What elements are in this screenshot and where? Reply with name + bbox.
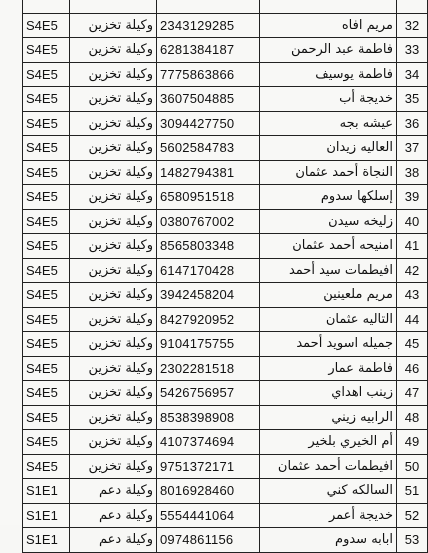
person-name-cell: أم الخيري بلخير	[260, 430, 397, 455]
phone-number-cell: 8016928460	[157, 479, 260, 504]
table-row	[23, 356, 428, 381]
table-row	[23, 430, 428, 455]
table-row	[23, 111, 428, 136]
zone-code-cell: S4E5	[23, 356, 70, 381]
zone-code-cell: S4E5	[23, 381, 70, 406]
table-row	[23, 332, 428, 357]
zone-code-cell: S4E5	[23, 13, 70, 38]
zone-code-cell: S4E5	[23, 234, 70, 259]
phone-number-cell: 5426756957	[157, 381, 260, 406]
phone-number-cell: 4107374694	[157, 430, 260, 455]
role-cell: وكيلة تخزين	[70, 405, 157, 430]
table-row	[23, 136, 428, 161]
row-number-cell: 32	[397, 13, 428, 38]
role-cell: وكيلة تخزين	[70, 38, 157, 63]
zone-code-cell: S4E5	[23, 111, 70, 136]
person-name-cell: النجاة أحمد عثمان	[260, 160, 397, 185]
row-number-cell: 48	[397, 405, 428, 430]
phone-number-cell: 1482794381	[157, 160, 260, 185]
role-cell: وكيلة تخزين	[70, 307, 157, 332]
row-number-cell: 50	[397, 454, 428, 479]
row-number-cell: 43	[397, 283, 428, 308]
zone-code-cell: S4E5	[23, 307, 70, 332]
person-name-cell: افيطمات أحمد عثمان	[260, 454, 397, 479]
zone-code-cell: S4E5	[23, 136, 70, 161]
role-cell: وكيلة تخزين	[70, 234, 157, 259]
row-number-cell: 41	[397, 234, 428, 259]
zone-code-cell: S4E5	[23, 258, 70, 283]
row-number-cell: 52	[397, 503, 428, 528]
role-cell: وكيلة تخزين	[70, 185, 157, 210]
role-cell: وكيلة تخزين	[70, 209, 157, 234]
phone-number-cell: 5602584783	[157, 136, 260, 161]
person-name-cell: خديجة أب	[260, 87, 397, 112]
role-cell: وكيلة تخزين	[70, 62, 157, 87]
phone-number-cell	[157, 0, 260, 13]
role-cell: وكيلة تخزين	[70, 160, 157, 185]
zone-code-cell: S4E5	[23, 160, 70, 185]
person-name-cell: افيطمات سيد أحمد	[260, 258, 397, 283]
table-row	[23, 503, 428, 528]
zone-code-cell: S4E5	[23, 430, 70, 455]
role-cell: وكيلة دعم	[70, 479, 157, 504]
zone-code-cell	[23, 0, 70, 13]
row-number-cell: 33	[397, 38, 428, 63]
row-number-cell: 51	[397, 479, 428, 504]
person-name-cell: زينب اهداي	[260, 381, 397, 406]
person-name-cell	[260, 0, 397, 13]
role-cell: وكيلة دعم	[70, 528, 157, 553]
row-number-cell: 36	[397, 111, 428, 136]
role-cell: وكيلة تخزين	[70, 136, 157, 161]
phone-number-cell: 9104175755	[157, 332, 260, 357]
phone-number-cell: 6147170428	[157, 258, 260, 283]
role-cell: وكيلة تخزين	[70, 454, 157, 479]
phone-number-cell: 6281384187	[157, 38, 260, 63]
zone-code-cell: S4E5	[23, 283, 70, 308]
role-cell: وكيلة تخزين	[70, 13, 157, 38]
row-number-cell: 44	[397, 307, 428, 332]
table-row	[23, 160, 428, 185]
zone-code-cell: S4E5	[23, 185, 70, 210]
table-row	[23, 528, 428, 553]
phone-number-cell: 8538398908	[157, 405, 260, 430]
zone-code-cell: S4E5	[23, 332, 70, 357]
role-cell: وكيلة تخزين	[70, 87, 157, 112]
phone-number-cell: 3094427750	[157, 111, 260, 136]
person-name-cell: امنيحه أحمد عثمان	[260, 234, 397, 259]
row-number-cell: 35	[397, 87, 428, 112]
person-name-cell: إسلكها سدوم	[260, 185, 397, 210]
table-row	[23, 479, 428, 504]
row-number-cell: 37	[397, 136, 428, 161]
phone-number-cell: 0974861156	[157, 528, 260, 553]
person-name-cell: العاليه زيدان	[260, 136, 397, 161]
table-row	[23, 234, 428, 259]
table-row	[23, 185, 428, 210]
row-number-cell: 45	[397, 332, 428, 357]
person-name-cell: فاطمة عبد الرحمن	[260, 38, 397, 63]
person-name-cell: الرابيه زيني	[260, 405, 397, 430]
zone-code-cell: S1E1	[23, 479, 70, 504]
role-cell: وكيلة تخزين	[70, 111, 157, 136]
zone-code-cell: S4E5	[23, 38, 70, 63]
table-row	[23, 62, 428, 87]
zone-code-cell: S4E5	[23, 62, 70, 87]
zone-code-cell: S4E5	[23, 454, 70, 479]
zone-code-cell: S1E1	[23, 503, 70, 528]
table-row	[23, 454, 428, 479]
table-row	[23, 13, 428, 38]
table-row	[23, 38, 428, 63]
row-number-cell: 46	[397, 356, 428, 381]
role-cell: وكيلة تخزين	[70, 332, 157, 357]
person-name-cell: ابابه سدوم	[260, 528, 397, 553]
phone-number-cell: 0380767002	[157, 209, 260, 234]
person-name-cell: مريم افاه	[260, 13, 397, 38]
table-row	[23, 307, 428, 332]
role-cell: وكيلة دعم	[70, 503, 157, 528]
phone-number-cell: 5554441064	[157, 503, 260, 528]
role-cell: وكيلة تخزين	[70, 258, 157, 283]
zone-code-cell: S4E5	[23, 87, 70, 112]
role-cell: وكيلة تخزين	[70, 381, 157, 406]
person-name-cell: جميله اسويد أحمد	[260, 332, 397, 357]
phone-number-cell: 7775863866	[157, 62, 260, 87]
role-cell: وكيلة تخزين	[70, 283, 157, 308]
row-number-cell: 40	[397, 209, 428, 234]
row-number-cell: 34	[397, 62, 428, 87]
roster-table	[22, 0, 428, 553]
person-name-cell: زليخه سيدن	[260, 209, 397, 234]
row-number-cell: 38	[397, 160, 428, 185]
row-number-cell: 39	[397, 185, 428, 210]
table-row	[23, 405, 428, 430]
phone-number-cell: 3607504885	[157, 87, 260, 112]
row-number-cell: 42	[397, 258, 428, 283]
table-row	[23, 209, 428, 234]
person-name-cell: السالكه كني	[260, 479, 397, 504]
zone-code-cell: S1E1	[23, 528, 70, 553]
row-number-cell: 49	[397, 430, 428, 455]
phone-number-cell: 6580951518	[157, 185, 260, 210]
zone-code-cell: S4E5	[23, 209, 70, 234]
row-number-cell: 47	[397, 381, 428, 406]
person-name-cell: فاطمة يوسيف	[260, 62, 397, 87]
role-cell	[70, 0, 157, 13]
phone-number-cell: 2343129285	[157, 13, 260, 38]
person-name-cell: خديجة أعمر	[260, 503, 397, 528]
row-number-cell	[397, 0, 428, 13]
phone-number-cell: 2302281518	[157, 356, 260, 381]
role-cell: وكيلة تخزين	[70, 430, 157, 455]
table-row	[23, 87, 428, 112]
phone-number-cell: 3942458204	[157, 283, 260, 308]
role-cell: وكيلة تخزين	[70, 356, 157, 381]
roster-table-body	[23, 0, 428, 552]
table-row	[23, 258, 428, 283]
row-number-cell: 53	[397, 528, 428, 553]
table-row	[23, 381, 428, 406]
phone-number-cell: 8565803348	[157, 234, 260, 259]
table-row	[23, 0, 428, 13]
person-name-cell: مريم ملعينين	[260, 283, 397, 308]
person-name-cell: فاطمة عمار	[260, 356, 397, 381]
zone-code-cell: S4E5	[23, 405, 70, 430]
phone-number-cell: 8427920952	[157, 307, 260, 332]
table-row	[23, 283, 428, 308]
person-name-cell: عيشه بجه	[260, 111, 397, 136]
phone-number-cell: 9751372171	[157, 454, 260, 479]
person-name-cell: التاليه عثمان	[260, 307, 397, 332]
